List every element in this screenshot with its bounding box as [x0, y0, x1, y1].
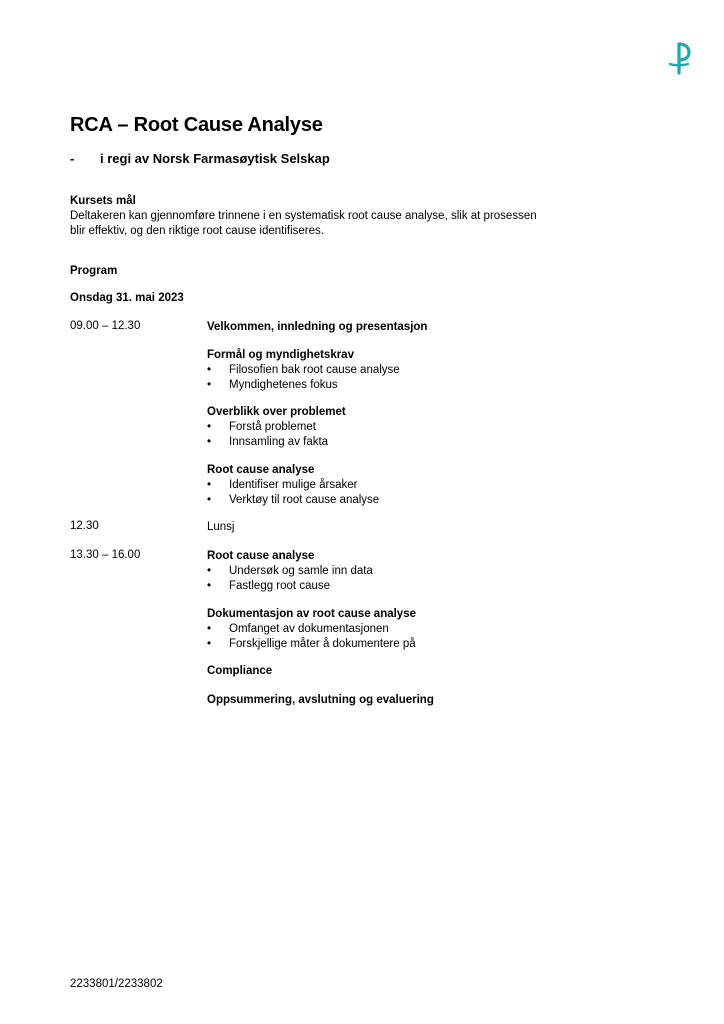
- lunch-label: Lunsj: [207, 521, 235, 533]
- list-item: • Undersøk og samle inn data: [207, 564, 373, 579]
- agenda-heading: Formål og myndighetskrav: [207, 349, 354, 361]
- list-item: • Myndighetenes fokus: [207, 378, 400, 393]
- pharma-logo-icon: [664, 40, 694, 78]
- document-subtitle: [70, 151, 330, 166]
- agenda-heading: Dokumentasjon av root cause analyse: [207, 608, 416, 620]
- goal-heading: Kursets mål: [70, 195, 136, 207]
- agenda-heading: Oppsummering, avslutning og evaluering: [207, 694, 434, 706]
- goal-text: Deltakeren kan gjennomføre trinnene i en systematisk root cause analyse, slik at prosessen blir effektiv, og den riktige root cause identifiseres.: [70, 210, 537, 237]
- list-item: • Innsamling av fakta: [207, 435, 346, 450]
- agenda-heading: Compliance: [207, 665, 273, 677]
- subtitle-dash: -: [70, 151, 75, 166]
- agenda-block: [207, 549, 373, 594]
- document-footer-code: 2233801/2233802: [70, 978, 163, 990]
- program-date: Onsdag 31. mai 2023: [70, 292, 184, 304]
- subtitle-text: i regi av Norsk Farmasøytisk Selskap: [100, 151, 330, 166]
- list-item: • Identifiser mulige årsaker: [207, 478, 379, 493]
- agenda-block: [207, 348, 400, 393]
- agenda-block: [207, 320, 427, 335]
- agenda-list: [207, 363, 400, 393]
- agenda-list: [207, 420, 346, 450]
- list-item: • Verktøy til root cause analyse: [207, 493, 379, 508]
- slot-time-2: 12.30: [70, 520, 99, 532]
- agenda-heading: Velkommen, innledning og presentasjon: [207, 321, 428, 333]
- agenda-list: [207, 564, 373, 594]
- agenda-block: [207, 405, 346, 450]
- slot-time-1: 09.00 – 12.30: [70, 320, 141, 332]
- agenda-heading: Root cause analyse: [207, 464, 315, 476]
- document-title: RCA – Root Cause Analyse: [70, 114, 323, 136]
- agenda-list: [207, 622, 416, 652]
- slot-time-3: 13.30 – 16.00: [70, 549, 141, 561]
- list-item: • Fastlegg root cause: [207, 579, 373, 594]
- agenda-block: [207, 607, 416, 652]
- agenda-heading: Root cause analyse: [207, 550, 315, 562]
- agenda-block: [207, 664, 272, 679]
- agenda-heading: Overblikk over problemet: [207, 406, 346, 418]
- list-item: • Filosofien bak root cause analyse: [207, 363, 400, 378]
- agenda-block: [207, 463, 379, 508]
- program-heading: Program: [70, 265, 118, 277]
- agenda-list: [207, 478, 379, 508]
- list-item: • Forskjellige måter å dokumentere på: [207, 637, 416, 652]
- list-item: • Omfanget av dokumentasjonen: [207, 622, 416, 637]
- agenda-block: [207, 693, 434, 708]
- agenda-block: [207, 520, 235, 535]
- list-item: • Forstå problemet: [207, 420, 346, 435]
